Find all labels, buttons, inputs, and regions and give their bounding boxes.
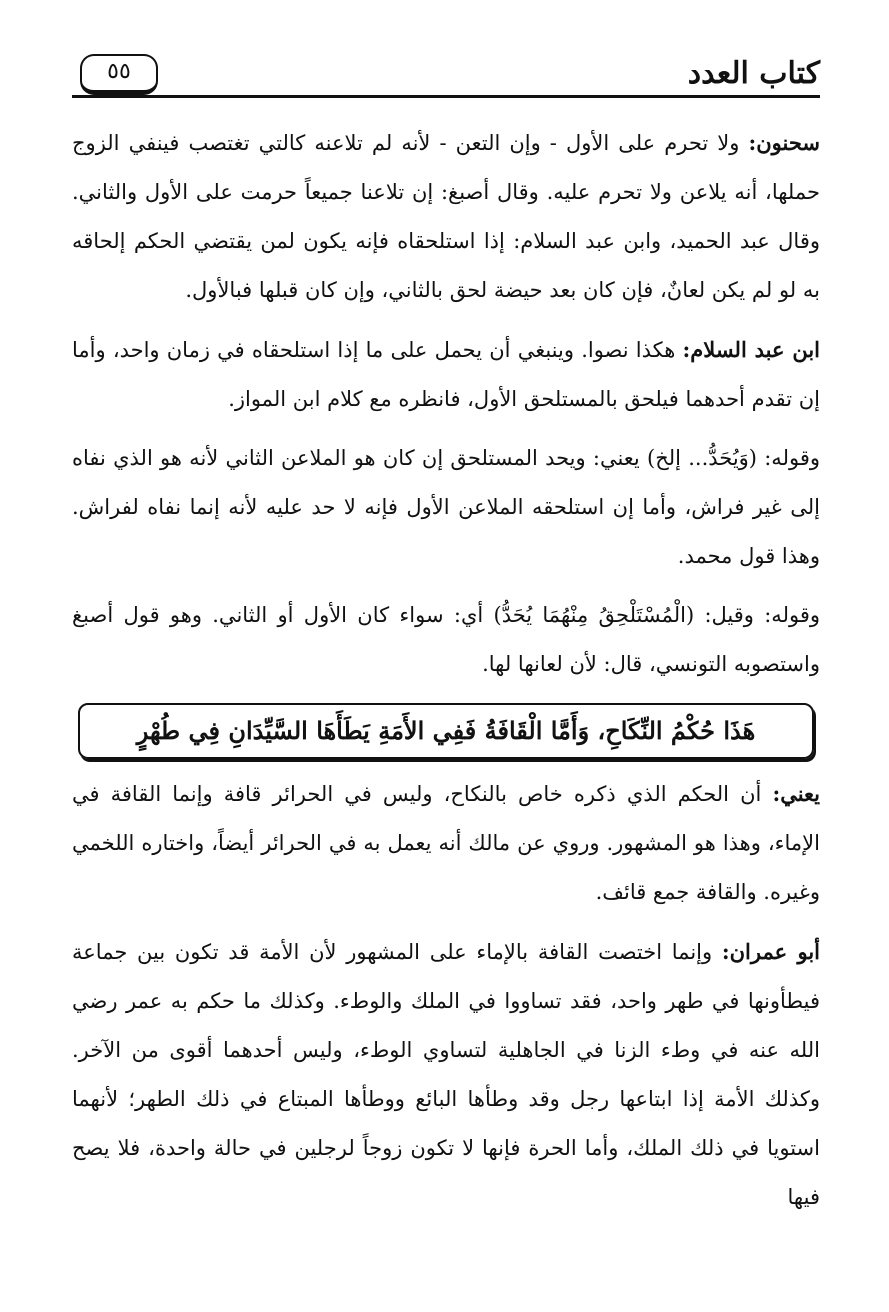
paragraph-yani	[72, 769, 820, 917]
paragraph-text: ولا تحرم على الأول - وإن التعن - لأنه لم تلاعنه كالتي تغتصب فينفي الزوج حملها، أنه يلاعن ولا تحرم عليه. وقال أصبغ: إن تلاعنا جميعاً حرمت على الأول والثاني. وقال عبد الحميد، وابن عبد السلام: إذا استلحقاه فإنه يكون لمن يقتضي الحكم إلحاقه به لو لم يكن لعانٌ، فإن كان بعد حيضة لحق بالثاني، وإن كان قبلها فبالأول.	[72, 131, 820, 302]
paragraph-text: وقوله: (وَيُحَدُّ... إلخ) يعني: ويحد المستلحق إن كان هو الملاعن الثاني لأنه هو الذي نفاه إلى غير فراش، وأما إن استلحقه الملاعن الأول فإنه لا حد عليه لأنه إنما نفاه لفراش. وهذا قول محمد.	[72, 446, 820, 568]
speaker-name: يعني:	[772, 781, 821, 806]
paragraph-ibn-abd-salam	[72, 325, 820, 424]
paragraph-text: هكذا نصوا. وينبغي أن يحمل على ما إذا استلحقاه في زمان واحد، وأما إن تقدم أحدهما فيلحق بالمستلحق الأول، فانظره مع كلام ابن المواز.	[72, 338, 820, 411]
paragraph-text: وقوله: وقيل: (الْمُسْتَلْحِقُ مِنْهُمَا يُحَدُّ) أي: سواء كان الأول أو الثاني. وهو قول أصبغ واستصوبه التونسي، قال: لأن لعانها لها.	[72, 603, 820, 676]
matn-quote-box: هَذَا حُكْمُ النِّكَاحِ، وَأَمَّا الْقَافَةُ فَفِي الأَمَةِ يَطَأَهَا السَّيِّدَانِ فِي طُهْرٍ	[78, 703, 814, 759]
header-rule	[72, 95, 820, 98]
paragraph-mustalhiq	[72, 591, 820, 689]
paragraph-sahnun	[72, 118, 820, 315]
paragraph-text: وإنما اختصت القافة بالإماء على المشهور لأن الأمة قد تكون بين جماعة فيطأونها في طهر واحد، فقد تساووا في الملك والوطء. وكذلك ما حكم به عمر رضي الله عنه في وطء الزنا في الجاهلية لتساوي الوطء، وليس أحدهما أقوى من الآخر. وكذلك الأمة إذا ابتاعها رجل وقد وطأها البائع ووطأها المبتاع في ذلك الطهر؛ لأنهما استويا في ذلك الملك، وأما الحرة فإنها لا تكون زوجاً لرجلين في حالة واحدة، فلا يصح فيها	[72, 940, 820, 1209]
paragraph-yuhad	[72, 434, 820, 581]
page-number: ٥٥	[80, 54, 158, 95]
paragraph-abu-imran	[72, 927, 820, 1222]
page-header	[72, 52, 820, 98]
speaker-name: سحنون:	[748, 130, 820, 155]
paragraph-text: أن الحكم الذي ذكره خاص بالنكاح، وليس في الحرائر قافة وإنما القافة في الإماء، وهذا هو المشهور. وروي عن مالك أنه يعمل به في الحرائر أيضاً، واختاره اللخمي وغيره. والقافة جمع قائف.	[72, 782, 820, 904]
speaker-name: ابن عبد السلام:	[682, 337, 820, 362]
speaker-name: أبو عمران:	[721, 939, 820, 964]
page-body	[72, 118, 820, 1232]
book-title: كتاب العدد	[687, 56, 820, 91]
